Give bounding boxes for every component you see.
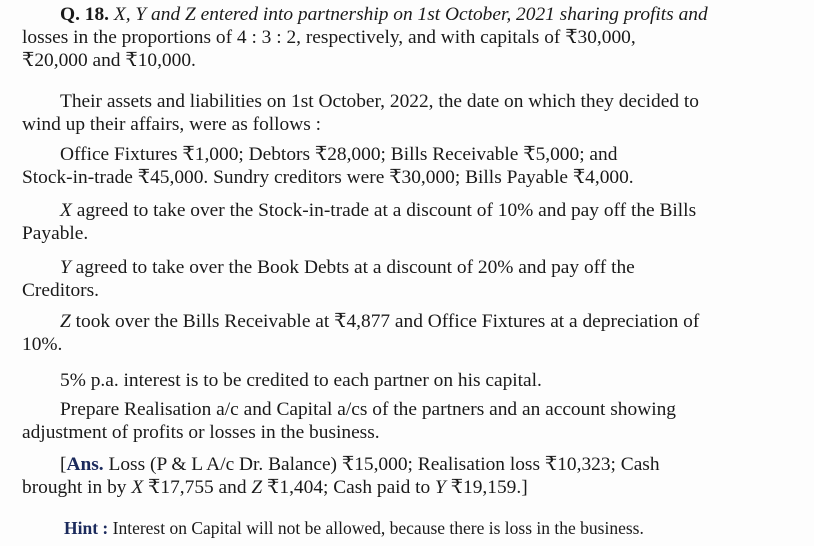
balances-line-1: Office Fixtures ₹1,000; Debtors ₹28,000; Bills Receivable ₹5,000; and: [60, 144, 618, 165]
answer-line-2: [22, 476, 752, 499]
question-line-2: losses in the proportions of 4 : 3 : 2, respectively, and with capitals of ₹30,000,: [22, 27, 636, 48]
interest-paragraph: [22, 369, 752, 392]
answer-partner-x: X: [131, 477, 144, 498]
answer-open-bracket: [: [60, 454, 67, 475]
z-line-2: 10%.: [22, 334, 63, 355]
assets-line-2: wind up their affairs, were as follows :: [22, 114, 322, 135]
x-line-2: Payable.: [22, 223, 89, 244]
answer-text-2b: ₹17,755 and: [143, 477, 252, 498]
instruction-paragraph: [22, 398, 752, 444]
y-line-1: [22, 256, 752, 279]
y-text-1: agreed to take over the Book Debts at a discount of 20% and pay off the: [70, 257, 635, 278]
answer-text-2d: ₹19,159.]: [445, 477, 528, 498]
hint-text: Interest on Capital will not be allowed, because there is loss in the business.: [108, 518, 644, 538]
hint-label: Hint :: [64, 518, 109, 538]
z-paragraph: [22, 310, 752, 356]
x-paragraph: [22, 199, 752, 245]
partner-y: Y: [60, 257, 71, 278]
instruction-line-2: adjustment of profits or losses in the business.: [22, 422, 380, 443]
balances-line-2: Stock-in-trade ₹45,000. Sundry creditors were ₹30,000; Bills Payable ₹4,000.: [22, 167, 634, 188]
x-text-1: agreed to take over the Stock-in-trade at a discount of 10% and pay off the Bills: [71, 200, 697, 221]
partner-x: X: [60, 200, 72, 221]
y-line-2: Creditors.: [22, 280, 100, 301]
partner-z: Z: [60, 311, 71, 332]
x-line-1: [22, 199, 752, 222]
question-paragraph: [22, 3, 752, 72]
answer-text-1: Loss (P & L A/c Dr. Balance) ₹15,000; Realisation loss ₹10,323; Cash: [103, 454, 660, 475]
z-line-1: [22, 310, 752, 333]
balances-paragraph: [22, 143, 752, 189]
instruction-line-1: Prepare Realisation a/c and Capital a/cs of the partners and an account showing: [60, 399, 676, 420]
question-line-1: [22, 3, 752, 26]
answer-partner-y: Y: [435, 477, 446, 498]
answer-partner-z: Z: [251, 477, 263, 498]
answer-line-1: [22, 453, 752, 476]
answer-text-2c: ₹1,404; Cash paid to: [262, 477, 436, 498]
question-number: Q. 18.: [60, 4, 110, 25]
assets-line-1: Their assets and liabilities on 1st October, 2022, the date on which they decided to: [60, 91, 699, 112]
y-paragraph: [22, 256, 752, 302]
interest-line-1: 5% p.a. interest is to be credited to each partner on his capital.: [60, 370, 542, 391]
answer-paragraph: [22, 453, 752, 499]
answer-text-2a: brought in by: [22, 477, 132, 498]
hint-line: [64, 517, 644, 539]
question-line-3: ₹20,000 and ₹10,000.: [22, 50, 196, 71]
assets-paragraph: [22, 90, 752, 136]
z-text-1: took over the Bills Receivable at ₹4,877 and Office Fixtures at a depreciation of: [70, 311, 700, 332]
answer-label: Ans.: [66, 454, 104, 475]
question-text-1: X, Y and Z entered into partnership on 1st October, 2021 sharing profits and: [113, 4, 708, 25]
